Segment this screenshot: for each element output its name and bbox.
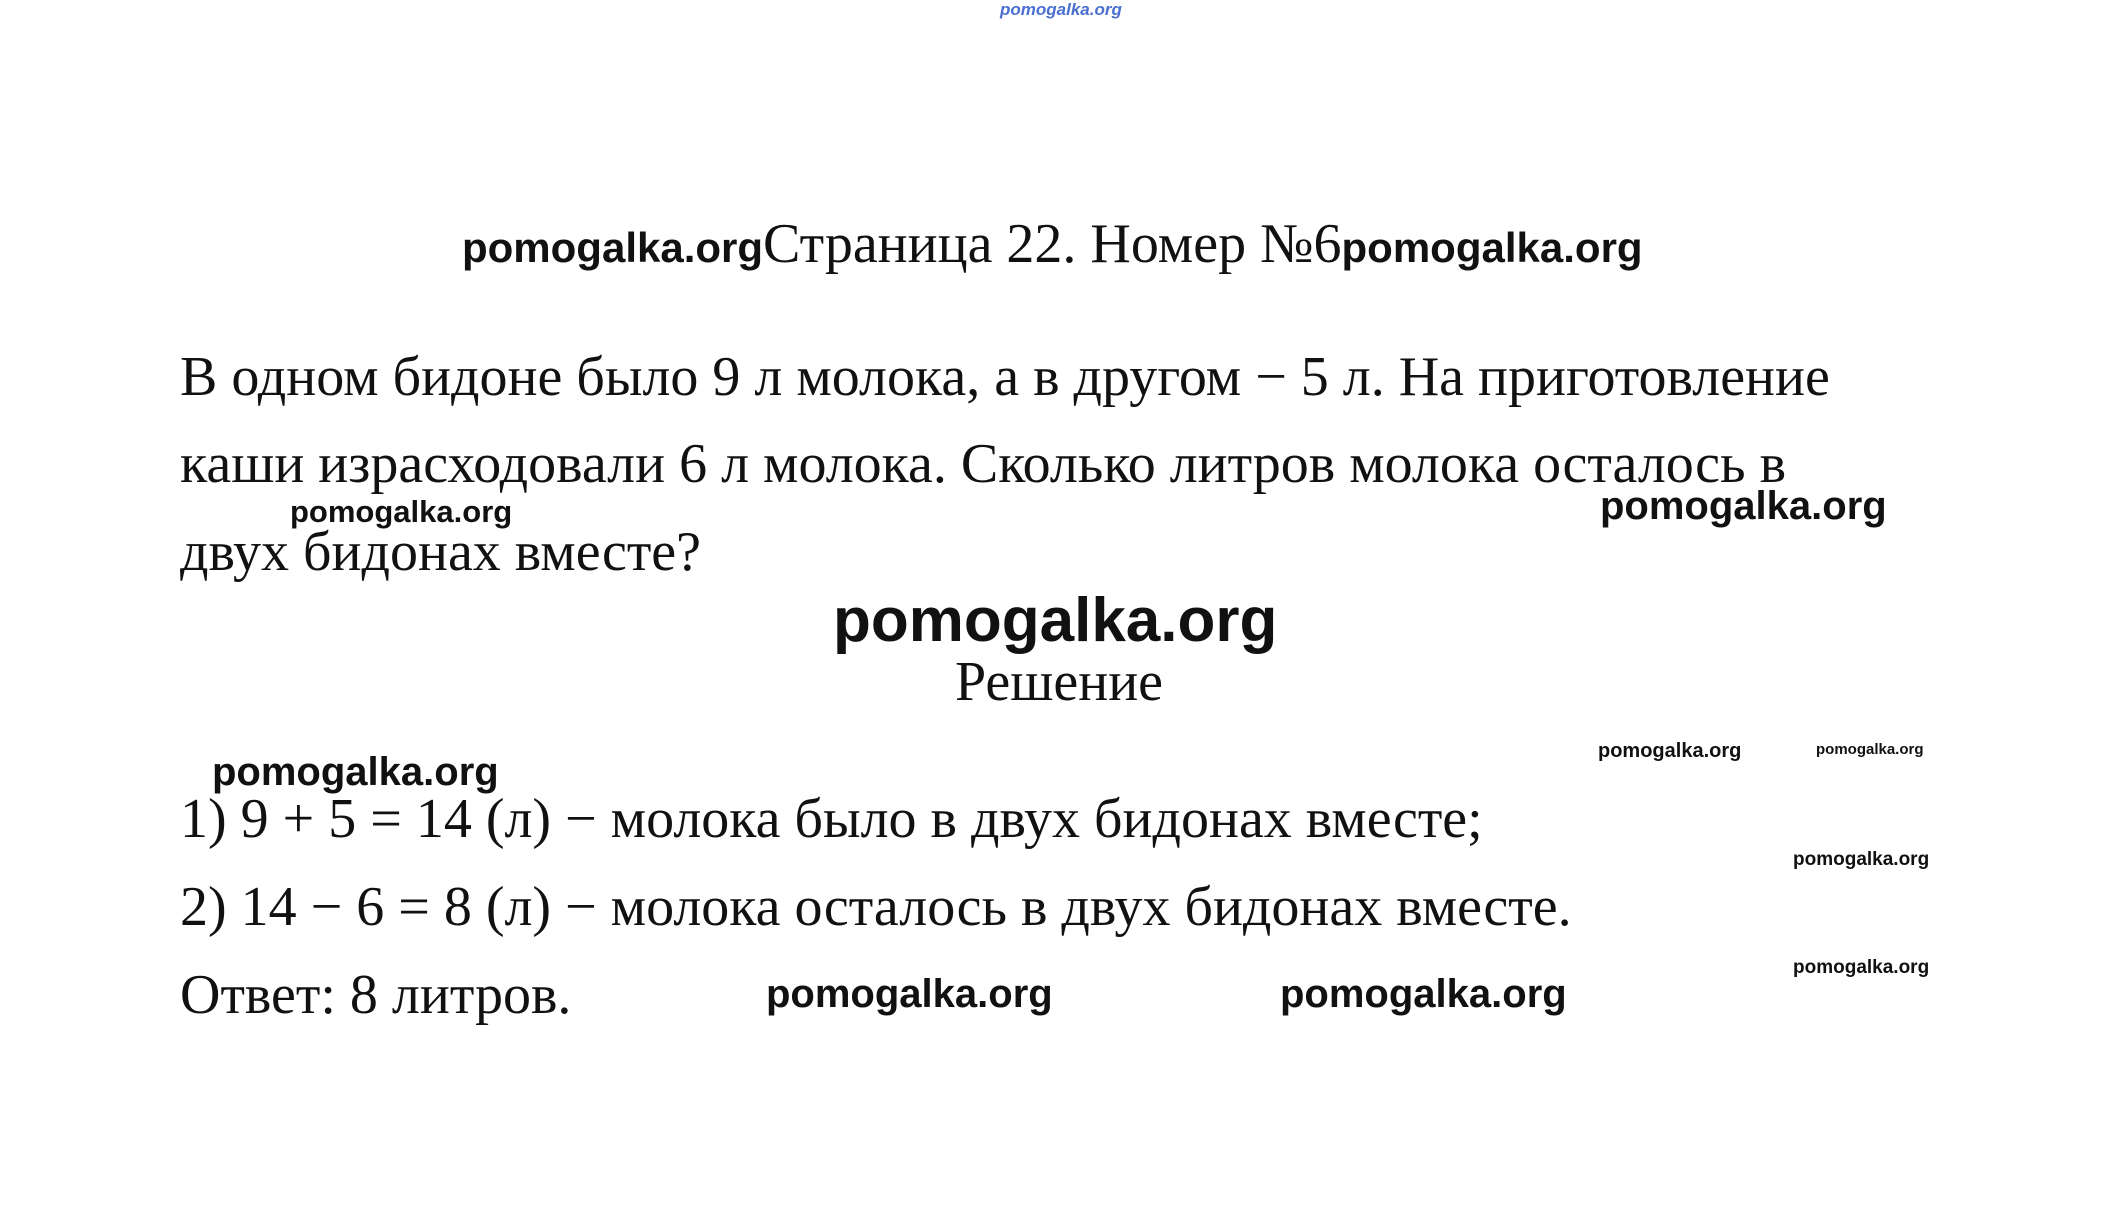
watermark-small-4: pomogalka.org: [1793, 957, 1930, 978]
watermark-problem-right: pomogalka.org: [1600, 484, 1887, 528]
watermark-heading-left: pomogalka.org: [462, 224, 764, 271]
watermark-answer-mid: pomogalka.org: [766, 972, 1053, 1016]
watermark-small-3: pomogalka.org: [1793, 849, 1930, 870]
solution-step-2: 2) 14 − 6 = 8 (л) − молока осталось в двух бидонах вместе.: [180, 876, 1572, 938]
watermark-solution-left: pomogalka.org: [212, 750, 499, 794]
problem-line-3: двух бидонах вместе?: [180, 521, 702, 583]
top-watermark-link[interactable]: pomogalka.org: [1000, 0, 1122, 19]
page-heading: [462, 212, 1643, 276]
answer-text: Ответ: 8 литров.: [180, 964, 572, 1026]
watermark-small-2: pomogalka.org: [1816, 741, 1924, 758]
page-title: Страница 22. Номер №6: [763, 213, 1342, 275]
watermark-center-large: pomogalka.org: [833, 586, 1278, 655]
watermark-heading-right: pomogalka.org: [1341, 224, 1643, 271]
problem-line-1: В одном бидоне было 9 л молока, а в другом − 5 л. На приготовление: [180, 346, 1830, 408]
problem-line-2: каши израсходовали 6 л молока. Сколько литров молока осталось в: [180, 433, 1787, 495]
solution-step-1: 1) 9 + 5 = 14 (л) − молока было в двух бидонах вместе;: [180, 788, 1483, 850]
watermark-problem-left: pomogalka.org: [290, 494, 513, 529]
watermark-small-1: pomogalka.org: [1598, 740, 1742, 762]
watermark-answer-right: pomogalka.org: [1280, 972, 1567, 1016]
solution-title: Решение: [955, 651, 1164, 713]
